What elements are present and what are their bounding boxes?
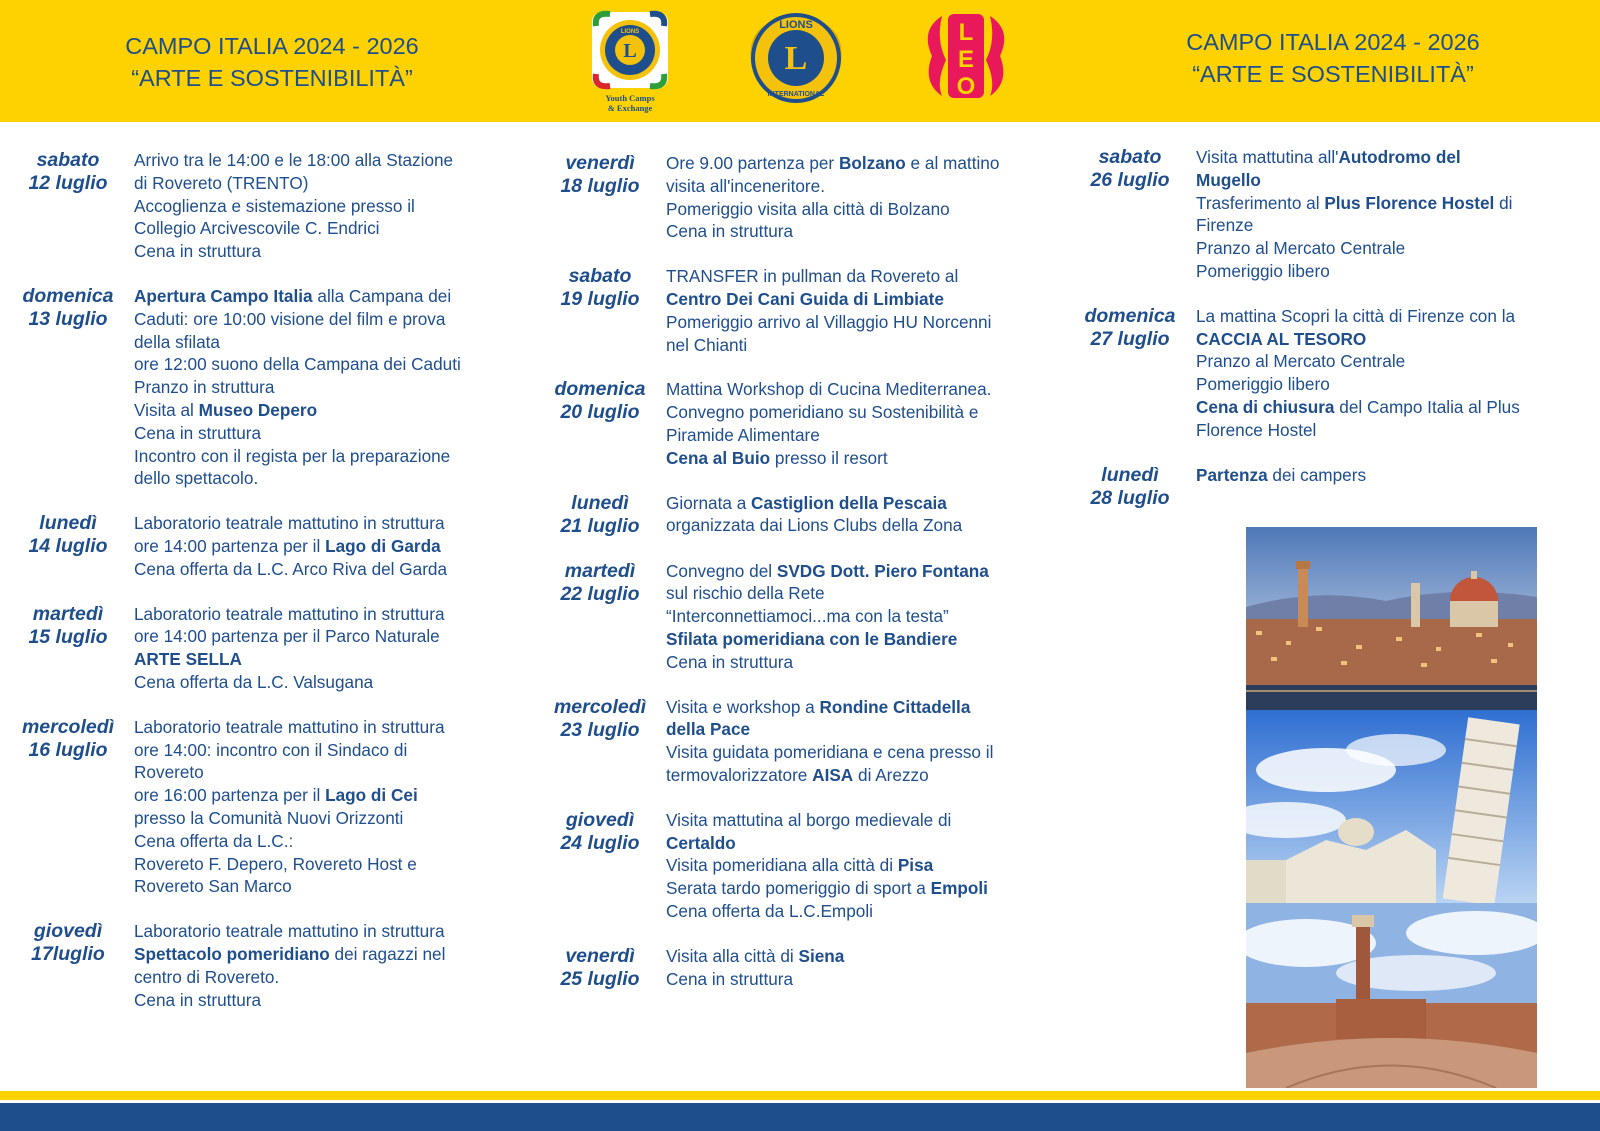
activity-highlight: Sfilata pomeridiana con le Bandiere: [666, 628, 958, 649]
day-date: [1078, 305, 1182, 351]
activity-highlight: Castiglion della Pescaia: [751, 492, 947, 513]
activity-text: La mattina Scopri la città di Firenze con la: [1196, 305, 1516, 326]
day-date-label: 12 luglio: [28, 172, 108, 194]
activity-line: [1196, 237, 1512, 260]
header-title-left: [92, 30, 452, 94]
schedule-day: [16, 285, 526, 490]
activity-line: [1196, 305, 1520, 328]
florence-skyline-photo-icon: [1246, 527, 1537, 710]
activity-line: [134, 399, 461, 422]
activity-highlight: Mugello: [1196, 169, 1261, 190]
day-date: [16, 716, 120, 762]
activity-line: [1196, 146, 1512, 169]
activity-text: Firenze: [1196, 215, 1254, 236]
footer-stripe-yellow: [0, 1091, 1600, 1100]
activity-text: Cena in struttura: [134, 989, 262, 1010]
activity-text: alla Campana dei: [312, 285, 452, 306]
schedule-day: [548, 945, 1058, 991]
activity-highlight: Plus Florence Hostel: [1324, 192, 1495, 213]
activity-line: [134, 671, 445, 694]
day-date-label: 19 luglio: [560, 288, 640, 311]
activity-text: Pranzo in struttura: [134, 377, 275, 398]
schedule-day: [548, 265, 1058, 356]
day-date: [1078, 464, 1182, 510]
activity-text: Pomeriggio visita alla città di Bolzano: [666, 198, 950, 219]
city-photos: [1246, 527, 1537, 1088]
activity-line: [134, 807, 445, 830]
svg-text:O: O: [956, 73, 976, 100]
svg-text:Youth Camps: Youth Camps: [605, 93, 655, 103]
activity-text: Cena in struttura: [666, 221, 794, 242]
activity-line: [134, 830, 445, 853]
activity-line: [134, 512, 447, 535]
activity-text: Giornata a: [666, 492, 752, 513]
activity-line: [666, 152, 999, 175]
day-date-label: 27 luglio: [1090, 327, 1170, 350]
day-weekday: lunedì: [1101, 463, 1159, 486]
day-date: [548, 945, 652, 991]
activity-line: [666, 854, 988, 877]
day-date-label: 24 luglio: [560, 831, 640, 854]
activity-highlight: Siena: [798, 945, 845, 966]
schedule-column-2: [548, 140, 1058, 991]
day-weekday: sabato: [568, 265, 632, 288]
svg-text:LIONS: LIONS: [779, 19, 813, 31]
day-weekday: martedì: [564, 559, 636, 582]
activity-text: Accoglienza e sistemazione presso il: [134, 195, 415, 216]
activity-text: Visita alla città di: [666, 945, 799, 966]
activity-line: [666, 378, 991, 401]
activity-highlight: SVDG Dott. Piero Fontana: [776, 560, 989, 581]
siena-piazza-del-campo-photo-icon: [1246, 903, 1537, 1088]
activity-line: [134, 445, 461, 468]
activity-line: [666, 764, 993, 787]
activity-line: [666, 288, 991, 311]
activity-text: Cena in struttura: [666, 651, 794, 672]
activity-highlight: Apertura Campo Italia: [134, 285, 313, 306]
activity-text: Cena offerta da L.C. Valsugana: [134, 671, 374, 692]
activity-text: Visita mattutina all': [1196, 147, 1339, 167]
day-activities: [666, 809, 988, 923]
activity-highlight: Rondine Cittadella: [819, 696, 971, 717]
day-date-label: 18 luglio: [560, 175, 640, 197]
day-date-label: 26 luglio: [1090, 169, 1170, 191]
activity-line: [1196, 464, 1366, 487]
activity-line: [666, 492, 962, 515]
day-date-label: 15 luglio: [28, 625, 108, 648]
activity-line: [666, 311, 991, 334]
activity-text: Cena offerta da L.C. Arco Riva del Garda: [134, 558, 448, 579]
day-activities: [1196, 464, 1366, 487]
day-activities: [666, 265, 991, 356]
activity-line: [666, 877, 988, 900]
activity-highlight: Empoli: [930, 878, 988, 899]
activity-line: [134, 739, 445, 762]
activity-highlight: Cena al Buio: [666, 447, 771, 468]
activity-line: [134, 875, 445, 898]
activity-line: [134, 376, 461, 399]
activity-line: [134, 558, 447, 581]
header-title-line2: “ARTE E SOSTENIBILITÀ”: [1192, 61, 1474, 87]
activity-text: ore 14:00 partenza per il Parco Naturale: [134, 626, 440, 647]
header-banner: [0, 0, 1600, 122]
activity-line: [134, 535, 447, 558]
activity-line: [666, 718, 993, 741]
day-activities: [134, 149, 453, 263]
day-date-label: 17luglio: [31, 943, 105, 966]
activity-highlight: Lago di Garda: [325, 535, 441, 556]
footer-stripe-blue: [0, 1103, 1600, 1131]
day-activities: [666, 152, 999, 243]
activity-line: [134, 353, 461, 376]
lions-youth-camps-logo-icon: [586, 6, 674, 114]
activity-line: [666, 832, 988, 855]
activity-highlight: Autodromo del: [1338, 147, 1461, 167]
day-date-label: 23 luglio: [560, 718, 640, 741]
day-weekday: giovedì: [33, 920, 103, 943]
svg-text:L: L: [784, 40, 808, 77]
day-weekday: domenica: [554, 378, 646, 401]
activity-text: Pranzo al Mercato Centrale: [1196, 238, 1406, 259]
activity-text: di Rovereto (TRENTO): [134, 172, 309, 193]
activity-line: [666, 265, 991, 288]
activity-line: [666, 560, 989, 583]
activity-text: Visita pomeridiana alla città di: [666, 855, 898, 876]
header-title-right: [1153, 26, 1513, 90]
schedule-day: [16, 149, 526, 263]
day-activities: [666, 378, 991, 469]
activity-text: Arrivo tra le 14:00 e le 18:00 alla Stazione: [134, 150, 454, 170]
day-activities: [666, 945, 844, 991]
activity-text: Pomeriggio arrivo al Villaggio HU Norcenni: [666, 311, 992, 332]
day-weekday: domenica: [22, 284, 114, 307]
activity-line: [1196, 328, 1520, 351]
activity-line: [666, 401, 991, 424]
activity-line: [666, 198, 999, 221]
activity-text: ore 12:00 suono della Campana dei Caduti: [134, 354, 461, 375]
activity-text: ore 14:00 partenza per il: [134, 535, 326, 556]
activity-text: Convegno pomeridiano su Sostenibilità e: [666, 402, 979, 423]
activity-text: organizzata dai Lions Clubs della Zona: [666, 515, 963, 536]
day-activities: [134, 285, 461, 490]
activity-text: Rovereto: [134, 762, 204, 783]
pisa-leaning-tower-photo-icon: [1246, 710, 1537, 903]
schedule-day: [548, 696, 1058, 787]
day-activities: [666, 492, 962, 538]
svg-text:E: E: [957, 46, 975, 73]
activity-line: [134, 467, 461, 490]
day-weekday: venerdì: [565, 944, 635, 967]
activity-line: [1196, 260, 1512, 283]
svg-text:LIONS: LIONS: [620, 29, 640, 35]
activity-text: Collegio Arcivescovile C. Endrici: [134, 218, 380, 239]
activity-line: [666, 605, 989, 628]
schedule-column-3: [1078, 140, 1598, 510]
day-date: [548, 265, 652, 311]
activity-line: [134, 308, 461, 331]
activity-text: Rovereto San Marco: [134, 876, 292, 897]
activity-text: Piramide Alimentare: [666, 424, 820, 445]
activity-line: [134, 331, 461, 354]
day-activities: [134, 716, 445, 898]
activity-line: [134, 648, 445, 671]
activity-text: Laboratorio teatrale mattutino in struttura: [134, 603, 445, 624]
activity-line: [666, 628, 989, 651]
activity-line: [134, 966, 445, 989]
activity-line: [666, 945, 844, 968]
activity-text: nel Chianti: [666, 334, 748, 355]
day-date-label: 28 luglio: [1090, 486, 1170, 509]
schedule-day: [16, 603, 526, 694]
activity-text: della sfilata: [134, 331, 220, 352]
schedule-day: [548, 152, 1058, 243]
activity-line: [134, 625, 445, 648]
activity-highlight: ARTE SELLA: [134, 649, 242, 670]
day-date: [548, 809, 652, 855]
schedule-day: [548, 560, 1058, 674]
activity-text: Cena in struttura: [134, 241, 262, 262]
svg-text:INTERNATIONAL: INTERNATIONAL: [767, 91, 825, 98]
activity-line: [134, 853, 445, 876]
activity-highlight: Centro Dei Cani Guida di Limbiate: [666, 288, 944, 309]
day-date-label: 13 luglio: [28, 307, 108, 330]
day-date-label: 20 luglio: [560, 401, 640, 424]
day-date: [548, 378, 652, 424]
activity-line: [1196, 169, 1512, 192]
activity-line: [666, 334, 991, 357]
activity-line: [1196, 350, 1520, 373]
activity-line: [666, 447, 991, 470]
activity-highlight: Museo Depero: [198, 399, 318, 420]
activity-line: [134, 285, 461, 308]
activity-text: dei ragazzi nel: [329, 943, 446, 964]
activity-line: [134, 172, 453, 195]
activity-line: [134, 989, 445, 1012]
header-title-line1: CAMPO ITALIA 2024 - 2026: [1186, 29, 1480, 55]
activity-text: ore 16:00 partenza per il: [134, 785, 326, 806]
schedule-column-1: [16, 140, 526, 1011]
activity-highlight: Bolzano: [838, 153, 906, 173]
activity-text: di Arezzo: [853, 764, 929, 785]
activity-line: [134, 761, 445, 784]
day-weekday: mercoledì: [553, 695, 647, 718]
day-weekday: sabato: [1098, 146, 1162, 168]
activity-highlight: AISA: [812, 764, 854, 785]
day-date-label: 22 luglio: [560, 582, 640, 605]
day-weekday: martedì: [32, 602, 104, 625]
activity-text: dei campers: [1267, 464, 1367, 485]
activity-text: Laboratorio teatrale mattutino in struttura: [134, 716, 445, 737]
activity-line: [666, 651, 989, 674]
day-weekday: giovedì: [565, 808, 635, 831]
activity-line: [134, 422, 461, 445]
schedule-day: [1078, 146, 1598, 283]
activity-line: [134, 149, 453, 172]
day-activities: [134, 512, 447, 580]
day-activities: [134, 603, 445, 694]
activity-highlight: Pisa: [897, 855, 934, 876]
activity-text: termovalorizzatore: [666, 764, 813, 785]
activity-highlight: Lago di Cei: [325, 785, 418, 806]
activity-line: [666, 696, 993, 719]
activity-text: di: [1494, 192, 1513, 213]
header-title-line2: “ARTE E SOSTENIBILITÀ”: [131, 65, 413, 91]
day-date-label: 25 luglio: [560, 967, 640, 990]
activity-line: [666, 424, 991, 447]
activity-text: visita all'inceneritore.: [666, 175, 825, 196]
activity-text: Pomeriggio libero: [1196, 260, 1330, 281]
activity-highlight: Cena di chiusura: [1196, 396, 1335, 417]
svg-text:& Exchange: & Exchange: [607, 103, 653, 113]
activity-highlight: Certaldo: [666, 832, 736, 853]
activity-line: [666, 741, 993, 764]
day-date-label: 16 luglio: [28, 738, 108, 761]
day-date: [548, 560, 652, 606]
activity-text: Caduti: ore 10:00 visione del film e prova: [134, 308, 446, 329]
activity-text: presso il resort: [770, 447, 888, 468]
day-date: [548, 152, 652, 198]
activity-line: [134, 217, 453, 240]
activity-text: Trasferimento al: [1196, 192, 1325, 213]
activity-text: e al mattino: [905, 153, 1000, 173]
activity-highlight: CACCIA AL TESORO: [1196, 328, 1367, 349]
activity-line: [666, 809, 988, 832]
activity-text: ore 14:00: incontro con il Sindaco di: [134, 739, 408, 760]
activity-highlight: della Pace: [666, 719, 751, 740]
day-weekday: sabato: [36, 149, 100, 171]
activity-text: Cena in struttura: [666, 968, 794, 989]
activity-text: Laboratorio teatrale mattutino in struttura: [134, 921, 445, 942]
activity-text: sul rischio della Rete: [666, 583, 825, 604]
activity-text: Serata tardo pomeriggio di sport a: [666, 878, 931, 899]
day-activities: [1196, 146, 1512, 283]
activity-line: [134, 716, 445, 739]
day-date: [548, 492, 652, 538]
day-weekday: lunedì: [571, 491, 629, 514]
activity-line: [1196, 192, 1512, 215]
activity-text: Rovereto F. Depero, Rovereto Host e: [134, 853, 417, 874]
activity-line: [666, 582, 989, 605]
header-title-line1: CAMPO ITALIA 2024 - 2026: [125, 33, 419, 59]
activity-text: Florence Hostel: [1196, 419, 1317, 440]
activity-text: Visita al: [134, 399, 199, 420]
day-activities: [666, 560, 989, 674]
day-weekday: venerdì: [565, 152, 635, 174]
lions-international-logo-icon: [744, 8, 848, 108]
day-activities: [134, 920, 445, 1011]
activity-text: Ore 9.00 partenza per: [666, 153, 839, 173]
activity-text: Pomeriggio libero: [1196, 374, 1330, 395]
day-date: [16, 603, 120, 649]
schedule-day: [16, 512, 526, 580]
activity-line: [666, 900, 988, 923]
activity-text: Convegno del: [666, 560, 777, 581]
activity-text: Visita mattutina al borgo medievale di: [666, 809, 952, 830]
day-date: [16, 512, 120, 558]
activity-text: Mattina Workshop di Cucina Mediterranea.: [666, 379, 992, 400]
activity-line: [1196, 396, 1520, 419]
schedule-day: [1078, 464, 1598, 510]
activity-line: [666, 220, 999, 243]
activity-line: [666, 175, 999, 198]
day-weekday: lunedì: [39, 512, 97, 535]
activity-text: Visita e workshop a: [666, 696, 820, 717]
schedule-day: [16, 716, 526, 898]
activity-text: Incontro con il regista per la preparazione: [134, 445, 451, 466]
activity-text: del Campo Italia al Plus: [1334, 396, 1520, 417]
svg-text:L: L: [623, 40, 637, 62]
activity-text: presso la Comunità Nuovi Orizzonti: [134, 807, 404, 828]
activity-line: [134, 603, 445, 626]
activity-text: centro di Rovereto.: [134, 966, 280, 987]
day-date: [16, 920, 120, 966]
activity-line: [134, 784, 445, 807]
day-weekday: domenica: [1084, 304, 1176, 327]
activity-text: “Interconnettiamoci...ma con la testa”: [666, 606, 949, 627]
schedule-day: [1078, 305, 1598, 442]
activity-text: TRANSFER in pullman da Rovereto al: [666, 266, 959, 287]
day-date-label: 14 luglio: [28, 535, 108, 558]
activity-line: [134, 943, 445, 966]
activity-text: Cena offerta da L.C.Empoli: [666, 900, 874, 921]
schedule-day: [548, 492, 1058, 538]
activity-line: [666, 514, 962, 537]
activity-text: Visita guidata pomeridiana e cena presso il: [666, 742, 994, 763]
day-date: [16, 149, 120, 195]
day-date: [548, 696, 652, 742]
day-date: [1078, 146, 1182, 192]
day-date-label: 21 luglio: [560, 514, 640, 537]
activity-text: Cena offerta da L.C.:: [134, 830, 294, 851]
activity-line: [666, 968, 844, 991]
activity-line: [1196, 214, 1512, 237]
activity-highlight: Partenza: [1196, 464, 1268, 485]
activity-line: [1196, 419, 1520, 442]
activity-text: Cena in struttura: [134, 422, 262, 443]
day-activities: [666, 696, 993, 787]
leo-club-logo-icon: [918, 10, 1014, 102]
activity-line: [134, 920, 445, 943]
day-weekday: mercoledì: [21, 715, 115, 738]
activity-text: dello spettacolo.: [134, 468, 259, 489]
day-activities: [1196, 305, 1520, 442]
activity-line: [134, 240, 453, 263]
schedule-day: [548, 378, 1058, 469]
activity-text: Pranzo al Mercato Centrale: [1196, 351, 1406, 372]
day-date: [16, 285, 120, 331]
schedule-day: [548, 809, 1058, 923]
activity-line: [1196, 373, 1520, 396]
schedule-day: [16, 920, 526, 1011]
activity-highlight: Spettacolo pomeridiano: [134, 943, 330, 964]
svg-text:L: L: [958, 19, 974, 46]
activity-text: Laboratorio teatrale mattutino in struttura: [134, 513, 445, 534]
activity-line: [134, 195, 453, 218]
